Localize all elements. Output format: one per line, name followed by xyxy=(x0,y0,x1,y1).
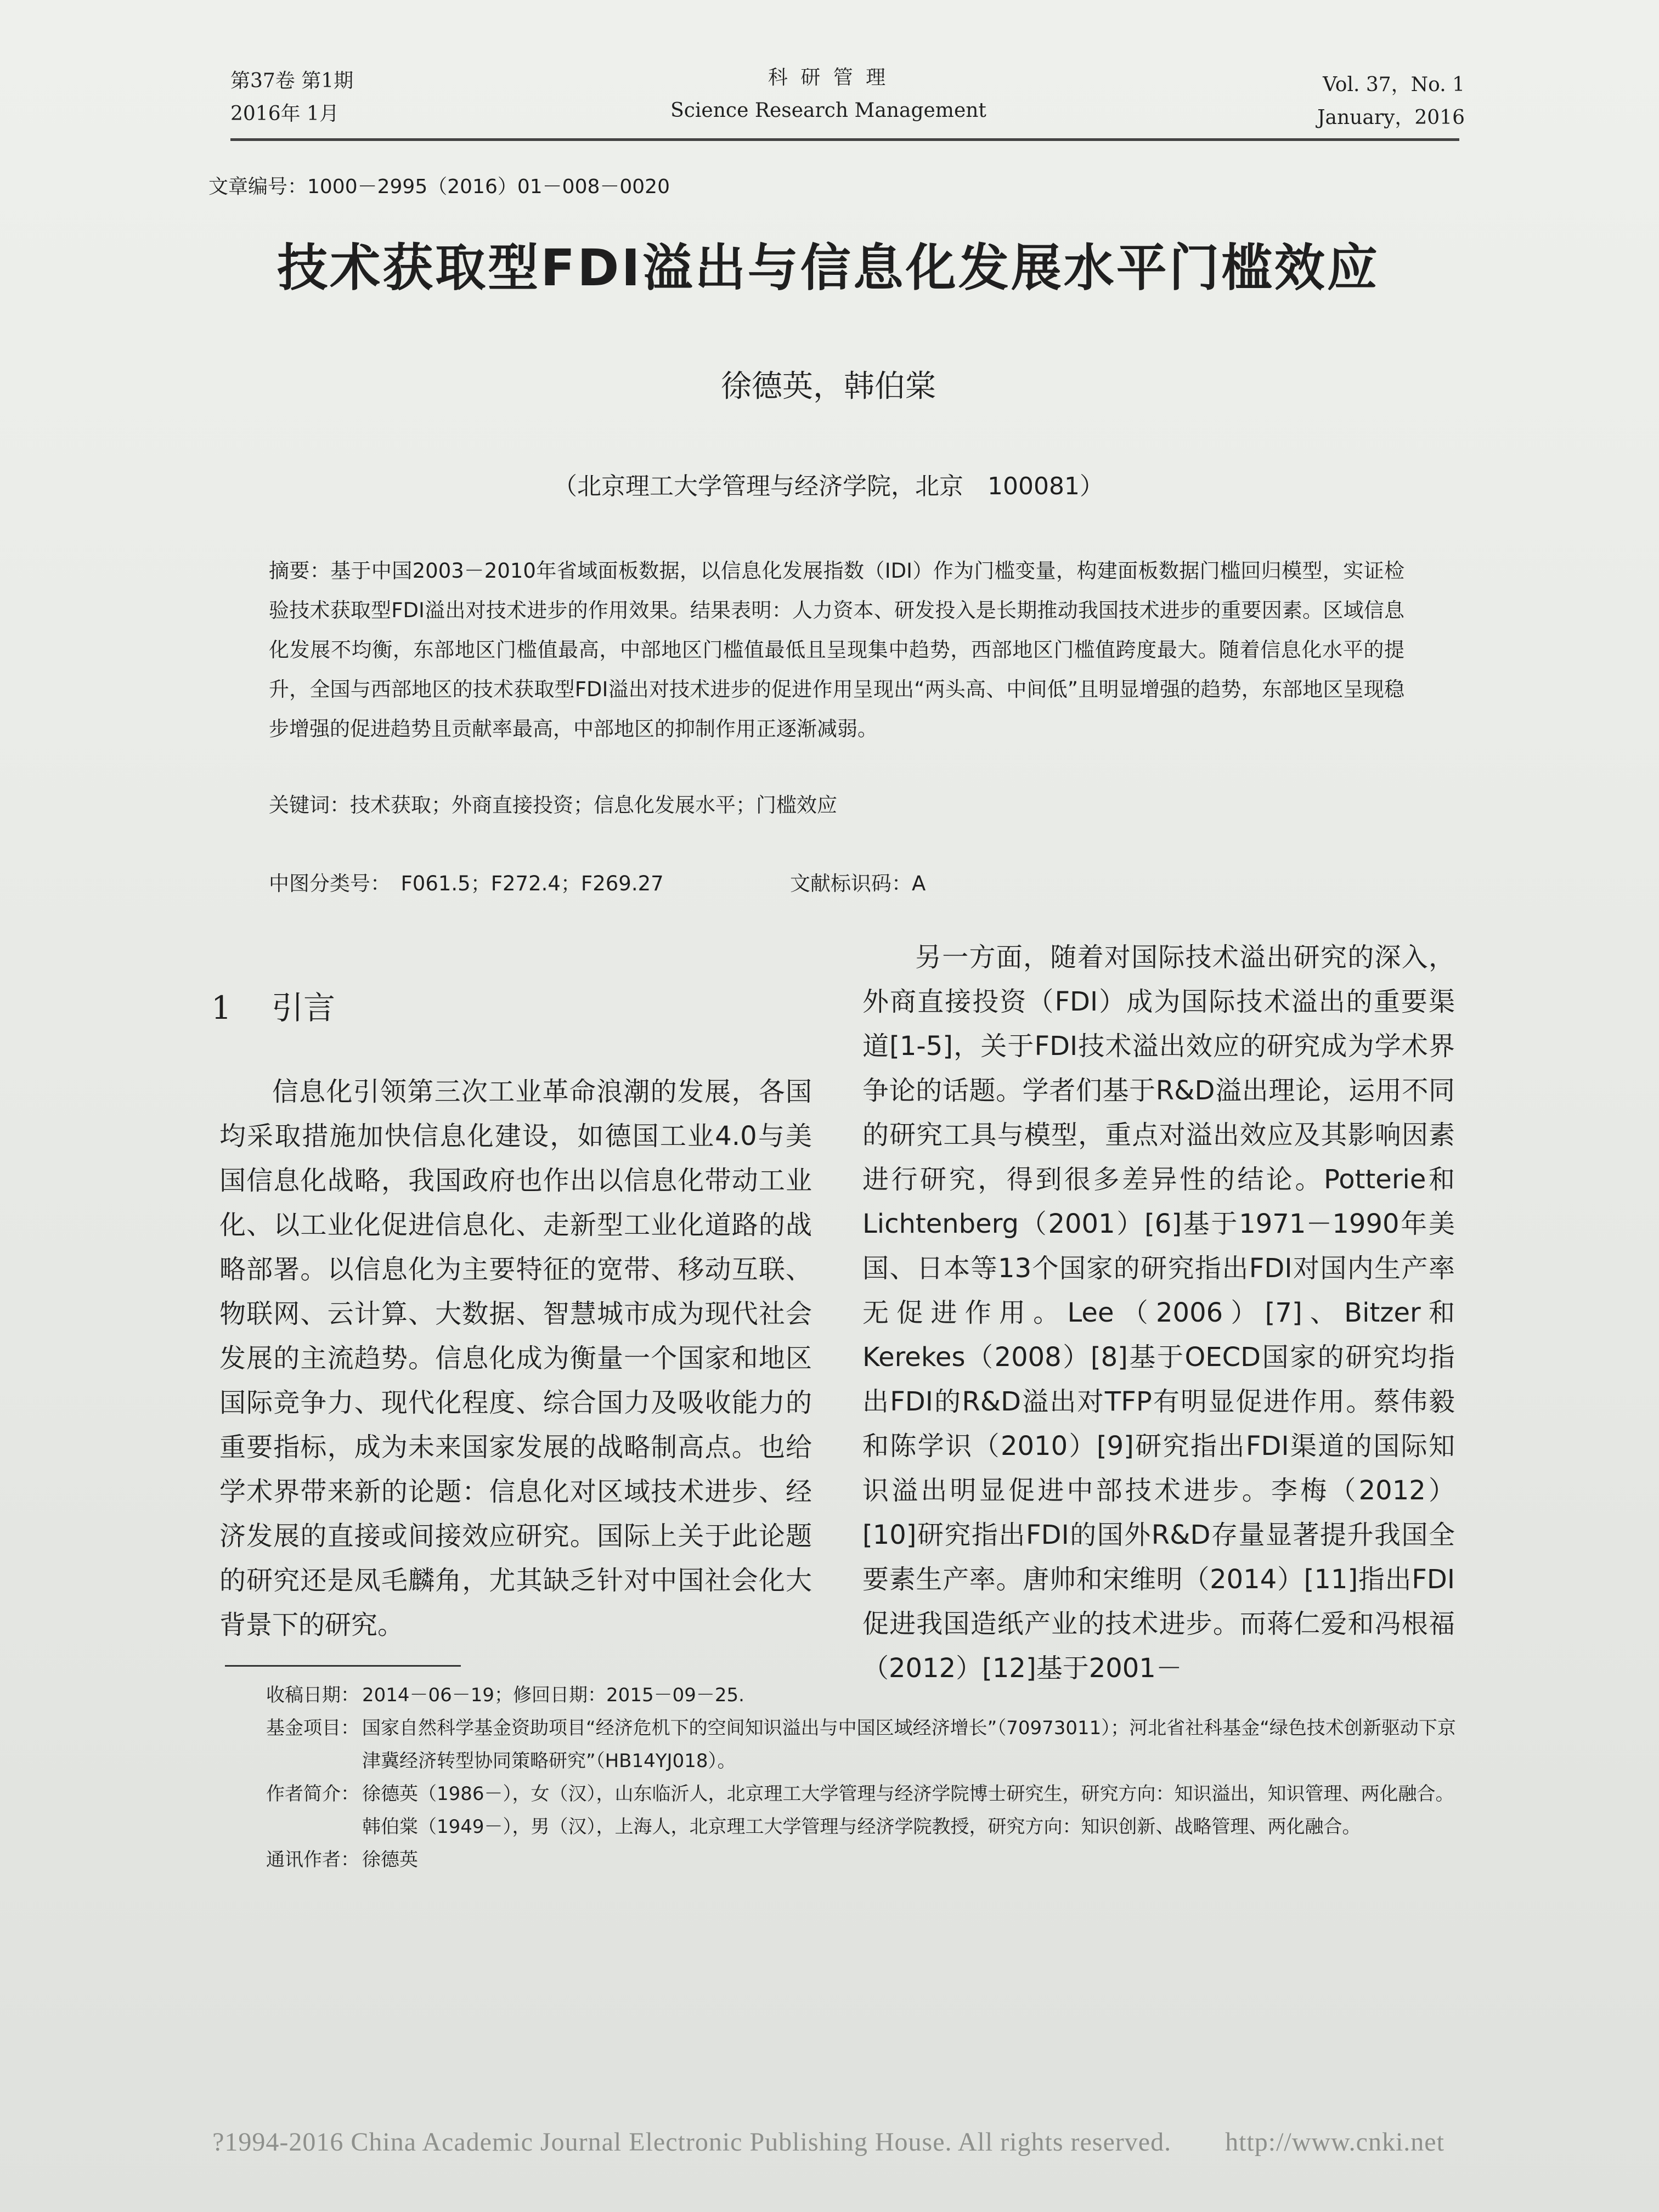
footnotes xyxy=(266,1679,1468,1876)
journal-name xyxy=(636,61,1020,127)
issue-date: 2016年 1月 xyxy=(230,103,339,125)
volume-issue-en: Vol. 37，No. 1 xyxy=(1323,74,1465,96)
article-title: 技术获取型FDI溢出与信息化发展水平门槛效应 xyxy=(277,239,1380,297)
issue-info xyxy=(230,65,353,131)
abstract: 摘要：基于中国2003－2010年省域面板数据，以信息化发展指数（IDI）作为门槛变量，构建面板数据门槛回归模型，实证检验技术获取型FDI溢出对技术进步的作用效果。结果表明：人力资本、研发投入是长期推动我国技术进步的重要因素。区域信息化发展不均衡，东部地区门槛值最高，中部地区门槛值最低且呈现集中趋势，西部地区门槛值跨度最大。随着信息化水平的提升，全国与西部地区的技术获取型FDI溢出对技术进步的促进作用呈现出“两头高、中间低”且明显增强的趋势，东部地区呈现稳步增强的促进趋势且贡献率最高，中部地区的抑制作用正逐渐减弱。 xyxy=(269,559,1404,741)
document-code: 文献标识码：A xyxy=(790,872,926,895)
corresponding-label: 通讯作者： xyxy=(266,1849,359,1871)
issue-info-en xyxy=(1284,69,1465,134)
author-affiliation: （北京理工大学管理与经济学院，北京 100081） xyxy=(553,472,1104,500)
footnote-received xyxy=(266,1679,1468,1712)
footnote-fund xyxy=(266,1712,1468,1778)
section-title: 引言 xyxy=(272,989,336,1026)
right-column-paragraph: 另一方面，随着对国际技术溢出研究的深入，外商直接投资（FDI）成为国际技术溢出的重要渠道[1-5]，关于FDI技术溢出效应的研究成为学术界争论的话题。学者们基于R&D溢出理论，运用不同的研究工具与模型，重点对溢出效应及其影响因素进行研究，得到很多差异性的结论。Potterie和Lichtenberg（2001）[6]基于1971－1990年美国、日本等13个国家的研究指出FDI对国内生产率无促进作用。Lee（2006）[7]、Bitzer和Kerekes（2008）[8]基于OECD国家的研究均指出FDI的R&D溢出对TFP有明显促进作用。蔡伟毅和陈学识（2010）[9]研究指出FDI渠道的国际知识溢出明显促进中部技术进步。李梅（2012）[10]研究指出FDI的国外R&D存量显著提升我国全要素生产率。唐帅和宋维明（2014）[11]指出FDI促进我国造纸产业的技术进步。而蒋仁爱和冯根福（2012）[12]基于2001－ xyxy=(862,942,1455,1684)
journal-name-cn: 科 研 管 理 xyxy=(768,66,889,89)
footnote-author xyxy=(266,1778,1468,1810)
issue-date-en: January，2016 xyxy=(1317,106,1465,129)
author-label: 作者简介： xyxy=(266,1783,359,1805)
author2-bio: 韩伯棠（1949－），男（汉），上海人，北京理工大学管理与经济学院教授，研究方向：知识创新、战略管理、两化融合。 xyxy=(362,1816,1361,1838)
left-column-paragraph: 信息化引领第三次工业革命浪潮的发展，各国均采取措施加快信息化建设，如德国工业4.0与美国信息化战略，我国政府也作出以信息化带动工业化、以工业化促进信息化、走新型工业化道路的战略部署。以信息化为主要特征的宽带、移动互联、物联网、云计算、大数据、智慧城市成为现代社会发展的主流趋势。信息化成为衡量一个国家和地区国际竞争力、现代化程度、综合国力及吸收能力的重要指标，成为未来国家发展的战略制高点。也给学术界带来新的论题：信息化对区域技术进步、经济发展的直接或间接效应研究。国际上关于此论题的研究还是凤毛麟角，尤其缺乏针对中国社会化大背景下的研究。 xyxy=(219,1076,812,1640)
keywords: 关键词：技术获取；外商直接投资；信息化发展水平；门槛效应 xyxy=(269,793,837,817)
volume-issue: 第37卷 第1期 xyxy=(230,70,354,92)
header-divider xyxy=(230,138,1459,141)
received-dates: 2014－06－19；修回日期：2015－09－25. xyxy=(362,1684,744,1706)
received-label: 收稿日期： xyxy=(266,1684,359,1706)
fund-text: 国家自然科学基金资助项目“经济危机下的空间知识溢出与中国区域经济增长”（70973011）；河北省社科基金“绿色技术创新驱动下京津冀经济转型协同策略研究”（HB14YJ018）。 xyxy=(362,1717,1456,1772)
section-heading xyxy=(211,982,335,1028)
footnote-corresponding xyxy=(266,1843,1468,1876)
left-column xyxy=(219,1070,812,1647)
article-authors: 徐德英，韩伯棠 xyxy=(721,369,936,404)
journal-name-en: Science Research Management xyxy=(670,99,986,122)
classification-number: 中图分类号： F061.5；F272.4；F269.27 xyxy=(269,872,664,895)
right-column xyxy=(862,935,1455,1691)
footnote-divider xyxy=(225,1665,461,1667)
author1-bio: 徐德英（1986－），女（汉），山东临沂人，北京理工大学管理与经济学院博士研究生，研究方向：知识溢出，知识管理、两化融合。 xyxy=(362,1783,1454,1805)
article-number: 文章编号：1000－2995（2016）01－008－0020 xyxy=(208,176,670,198)
corresponding-author: 徐德英 xyxy=(362,1849,418,1871)
section-number: 1 xyxy=(211,989,232,1026)
fund-label: 基金项目： xyxy=(266,1717,359,1739)
copyright-watermark: ?1994-2016 China Academic Journal Electronic Publishing House. All rights reserved. http://www.cnki.net xyxy=(212,2128,1444,2157)
